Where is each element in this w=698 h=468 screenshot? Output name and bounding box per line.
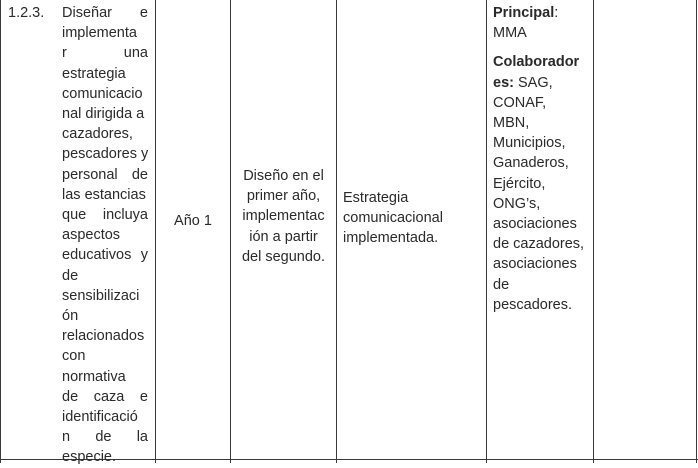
description-word: cazadores, — [62, 126, 133, 143]
description-line — [62, 43, 148, 63]
description-word: una — [123, 45, 148, 62]
description-word: de — [62, 267, 79, 284]
description-word: nal dirigida a — [62, 106, 145, 123]
description-word: ón — [62, 308, 79, 325]
description-line — [62, 185, 148, 205]
description-word: de — [131, 166, 148, 183]
colaboradores-label: es: — [493, 74, 514, 91]
hito-line: del segundo. — [241, 248, 326, 265]
description-word: e — [139, 5, 148, 21]
table-border-right — [696, 0, 697, 463]
colaborador-item: Ejército, — [493, 175, 546, 192]
description-word: sensibilizaci — [62, 287, 140, 304]
colaborador-item: pescadores. — [493, 296, 572, 313]
colaborador-item: de — [493, 276, 510, 293]
description-line — [62, 144, 148, 164]
action-description — [62, 3, 148, 468]
description-line — [62, 346, 148, 366]
description-line — [62, 447, 148, 467]
description-line — [62, 104, 148, 124]
column-divider — [486, 0, 487, 463]
description-line — [62, 427, 148, 447]
plazo-cell: Año 1 — [174, 213, 212, 229]
description-line — [62, 205, 148, 225]
description-word: comunicacio — [62, 85, 143, 102]
colaborador-item: Ganaderos, — [493, 155, 569, 172]
description-word: y — [140, 247, 148, 264]
description-line — [62, 367, 148, 387]
description-word: de — [95, 429, 112, 446]
description-line — [62, 245, 148, 265]
colaborador-item: MBN, — [493, 115, 530, 132]
principal-value: MMA — [493, 25, 527, 42]
description-line — [62, 266, 148, 286]
colaborador-item: CONAF, — [493, 94, 547, 111]
description-word: de — [62, 388, 79, 405]
description-word: personal — [62, 166, 118, 183]
indicador-cell — [343, 188, 483, 249]
description-word: implementa — [62, 25, 137, 42]
principal-colon: : — [554, 5, 559, 21]
description-line — [62, 326, 148, 346]
description-word: aspectos — [62, 227, 121, 244]
description-word: especie. — [62, 449, 117, 466]
column-divider — [593, 0, 594, 463]
description-line — [62, 84, 148, 104]
description-word: relacionados — [62, 328, 145, 345]
action-number: 1.2.3. — [8, 5, 45, 21]
hito-line: ión a partir — [249, 228, 318, 245]
description-word: con — [62, 348, 86, 365]
description-line — [62, 407, 148, 427]
description-word: la — [136, 429, 148, 446]
colaborador-item: SAG, — [513, 74, 553, 91]
colaboradores-label-line — [493, 52, 589, 72]
colaborador-item: ONG’s, — [493, 195, 541, 212]
description-line — [62, 124, 148, 144]
description-word: n — [62, 429, 71, 446]
description-word: caza — [93, 388, 125, 405]
description-word: que — [62, 207, 87, 224]
description-word: normativa — [62, 368, 126, 385]
description-line — [62, 165, 148, 185]
colaboradores-list — [493, 52, 589, 315]
colaboradores-label: Colaborador — [493, 54, 580, 71]
colaborador-item: asociaciones — [493, 216, 577, 233]
hito-line: Diseño en el — [243, 168, 324, 184]
colaborador-item: asociaciones — [493, 256, 577, 273]
column-divider — [336, 0, 337, 463]
description-word: e — [139, 388, 148, 405]
hito-line: primer año, — [246, 188, 321, 205]
colaborador-item: de cazadores, — [493, 236, 585, 253]
description-word: r — [62, 45, 67, 62]
description-line — [62, 387, 148, 407]
hito-cell — [236, 166, 331, 267]
description-word: pescadores y — [62, 146, 149, 163]
responsables-cell — [493, 3, 589, 315]
hito-line: implementac — [242, 208, 325, 225]
description-word: incluya — [102, 207, 148, 224]
table-border-left — [0, 0, 1, 463]
description-line — [62, 286, 148, 306]
description-word: identificació — [62, 409, 138, 426]
description-line — [62, 306, 148, 326]
colaboradores-label-line — [493, 73, 589, 93]
description-word: educativos — [62, 247, 132, 264]
indicador-line: Estrategia — [343, 190, 409, 206]
colaborador-item: Municipios, — [493, 135, 566, 152]
principal-label: Principal — [493, 5, 555, 21]
indicador-line: comunicacional — [343, 210, 443, 227]
description-line — [62, 23, 148, 43]
indicador-line: implementada. — [343, 230, 439, 247]
description-line — [62, 64, 148, 84]
description-line — [62, 225, 148, 245]
description-word: estrategia — [62, 65, 126, 82]
column-divider — [230, 0, 231, 463]
description-line — [62, 3, 148, 23]
column-divider — [155, 0, 156, 463]
description-word: las estancias — [62, 186, 146, 203]
description-word: Diseñar — [62, 5, 112, 21]
